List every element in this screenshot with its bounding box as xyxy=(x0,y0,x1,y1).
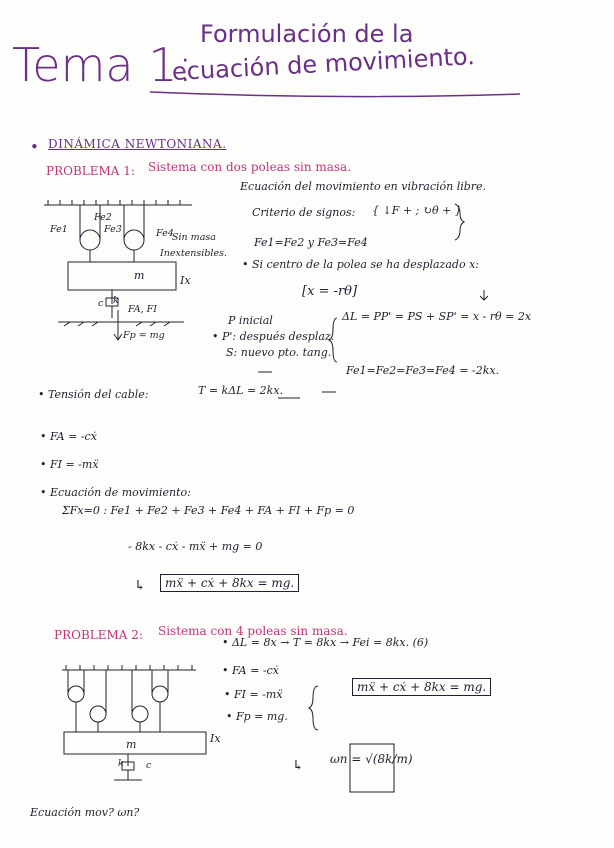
criterio-signos: Criterio de signos: xyxy=(252,206,356,219)
eq-final-box: mẍ + cẋ + 8kx = mg. xyxy=(160,574,299,592)
signs: { ↓F + ; ↻θ + } xyxy=(372,204,462,217)
eq-arrow: ↳ xyxy=(134,578,146,594)
centro-polea: • Si centro de la polea se ha desplazado x: xyxy=(242,258,479,271)
title-line-2: ecuación de movimiento. xyxy=(171,42,476,86)
p2-line3: • FI = -mẍ xyxy=(224,688,283,701)
legend-s: S: nuevo pto. tang. xyxy=(226,346,332,359)
p2-final-box: mẍ + cẋ + 8kx = mg. xyxy=(352,678,491,696)
label-c: c xyxy=(98,298,104,309)
pulley-left xyxy=(80,230,100,250)
tema-heading: Tema 1: xyxy=(12,38,193,92)
mass-block xyxy=(68,262,176,290)
p2-wn: ωn = √(8k/m) xyxy=(330,752,413,766)
fa-eq: • FA = -cẋ xyxy=(40,430,97,443)
label-sin-masa: Sin masa xyxy=(172,232,216,243)
tension-label: • Tensión del cable: xyxy=(38,388,149,401)
problema2-label: PROBLEMA 2: xyxy=(54,628,143,642)
p2-mass-block xyxy=(64,732,206,754)
title-underline xyxy=(150,92,520,97)
delta-l: ΔL = PP' = PS + SP' = x - rθ = 2x xyxy=(342,310,532,323)
title-line-1: Formulación de la xyxy=(200,20,414,48)
forces-eq: Fe1=Fe2 y Fe3=Fe4 xyxy=(254,236,368,249)
label-fe3: Fe3 xyxy=(104,224,122,235)
pulley-right xyxy=(124,230,144,250)
label-m: m xyxy=(134,269,145,282)
label-fe1: Fe1 xyxy=(50,224,68,235)
label-ix: Ix xyxy=(180,274,191,287)
tension-eq: T = kΔL = 2kx. xyxy=(198,384,284,397)
x-relation: [x = -rθ] xyxy=(302,284,358,299)
p2-line4: • Fp = mg. xyxy=(226,710,288,723)
p2-line2: • FA = -cẋ xyxy=(222,664,279,677)
label-fp: Fp = mg xyxy=(123,330,165,341)
eq-title: Ecuación del movimiento en vibración libre. xyxy=(240,180,487,193)
sum-forces: ΣFx=0 : Fe1 + Fe2 + Fe3 + Fe4 + FA + FI + Fp = 0 xyxy=(62,504,355,517)
legend-p1: • P': después desplaz. xyxy=(212,330,335,343)
pregunta: Ecuación mov? ωn? xyxy=(30,806,140,819)
p2-label-c: c xyxy=(146,760,152,771)
problema1-desc: Sistema con dos poleas sin masa. xyxy=(148,160,352,174)
p2-label-ix: Ix xyxy=(210,732,221,745)
p2-line1: • ΔL = 8x → T = 8kx → Fei = 8kx. (6) xyxy=(222,636,429,649)
problema1-diagram xyxy=(44,200,488,398)
ecuacion-label: • Ecuación de movimiento: xyxy=(40,486,191,499)
section-bullet: • xyxy=(30,138,39,156)
problema1-label: PROBLEMA 1: xyxy=(46,164,135,178)
label-fe2: Fe2 xyxy=(94,212,112,223)
section-heading: DINÁMICA NEWTONIANA. xyxy=(48,137,227,151)
label-fa-fi: FA, FI xyxy=(128,304,158,315)
p2-label-m: m xyxy=(126,738,137,751)
problema2-diagram xyxy=(62,665,394,792)
label-fe4: Fe4 xyxy=(156,228,174,239)
p2-label-k: k xyxy=(118,758,124,769)
tension-result: Fe1=Fe2=Fe3=Fe4 = -2kx. xyxy=(346,364,500,377)
label-inextensibles: Inextensibles. xyxy=(160,248,227,259)
label-k: k xyxy=(113,295,119,306)
fi-eq: • FI = -mẍ xyxy=(40,458,99,471)
problema2-desc: Sistema con 4 poleas sin masa. xyxy=(158,624,348,638)
legend-p: P inicial xyxy=(228,314,273,327)
p2-arrow: ↳ xyxy=(292,758,304,774)
eq-line2: - 8kx - cẋ - mẍ + mg = 0 xyxy=(128,540,263,553)
